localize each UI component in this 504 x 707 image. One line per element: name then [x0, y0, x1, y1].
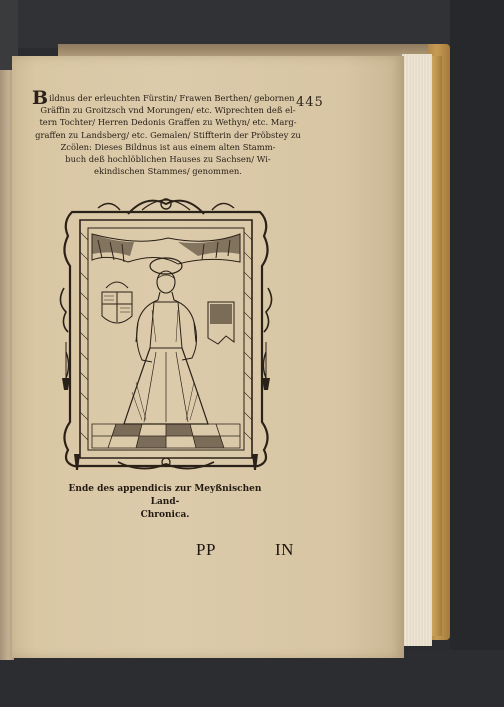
heading-line-4: graffen zu Landsberg/ etc. Gemalen/ Stiffterin der Pröbstey zu — [35, 129, 301, 140]
background-bottom — [0, 650, 504, 707]
heading-line-6: buch deß hochlöblichen Hauses zu Sachsen/ Wi- — [65, 154, 271, 165]
book-cover-highlight — [432, 56, 442, 636]
background-right — [450, 0, 504, 707]
drop-cap: B — [32, 87, 49, 109]
floor-dark-tiles — [108, 424, 224, 448]
heading-line-5: Zcölen: Dieses Bildnus ist aus einem alten Stamm- — [60, 141, 276, 152]
caption-line-2: Chronica. — [140, 510, 190, 520]
heading-line-7: ekindischen Stammes/ genommen. — [94, 166, 242, 177]
page-number: 445 — [296, 95, 324, 110]
heading-line-1-text: ildnus der erleuchten Fürstin/ Frawen Berthen/ gebornen — [49, 93, 295, 103]
caption — [60, 483, 270, 522]
signature-mark-left: PP — [196, 540, 216, 559]
signature-mark-right: IN — [275, 540, 294, 559]
drapery-fill — [92, 234, 240, 256]
caption-line-1: Ende des appendicis zur Meyßnischen Land- — [68, 484, 262, 507]
woodcut-portrait-illustration — [58, 192, 274, 474]
page-edges — [402, 54, 432, 646]
background-top — [0, 0, 504, 48]
page-heading — [18, 87, 318, 177]
hanging-banner-fill — [210, 304, 232, 324]
heading-line-3: tern Tochter/ Herren Dedonis Graffen zu Wethyn/ etc. Marg- — [39, 117, 297, 128]
figure-lady — [124, 258, 208, 424]
heading-line-2: Gräffin zu Groitzsch vnd Morungen/ etc. Wiprechten deß el- — [40, 105, 296, 116]
coat-of-arms — [102, 282, 132, 323]
